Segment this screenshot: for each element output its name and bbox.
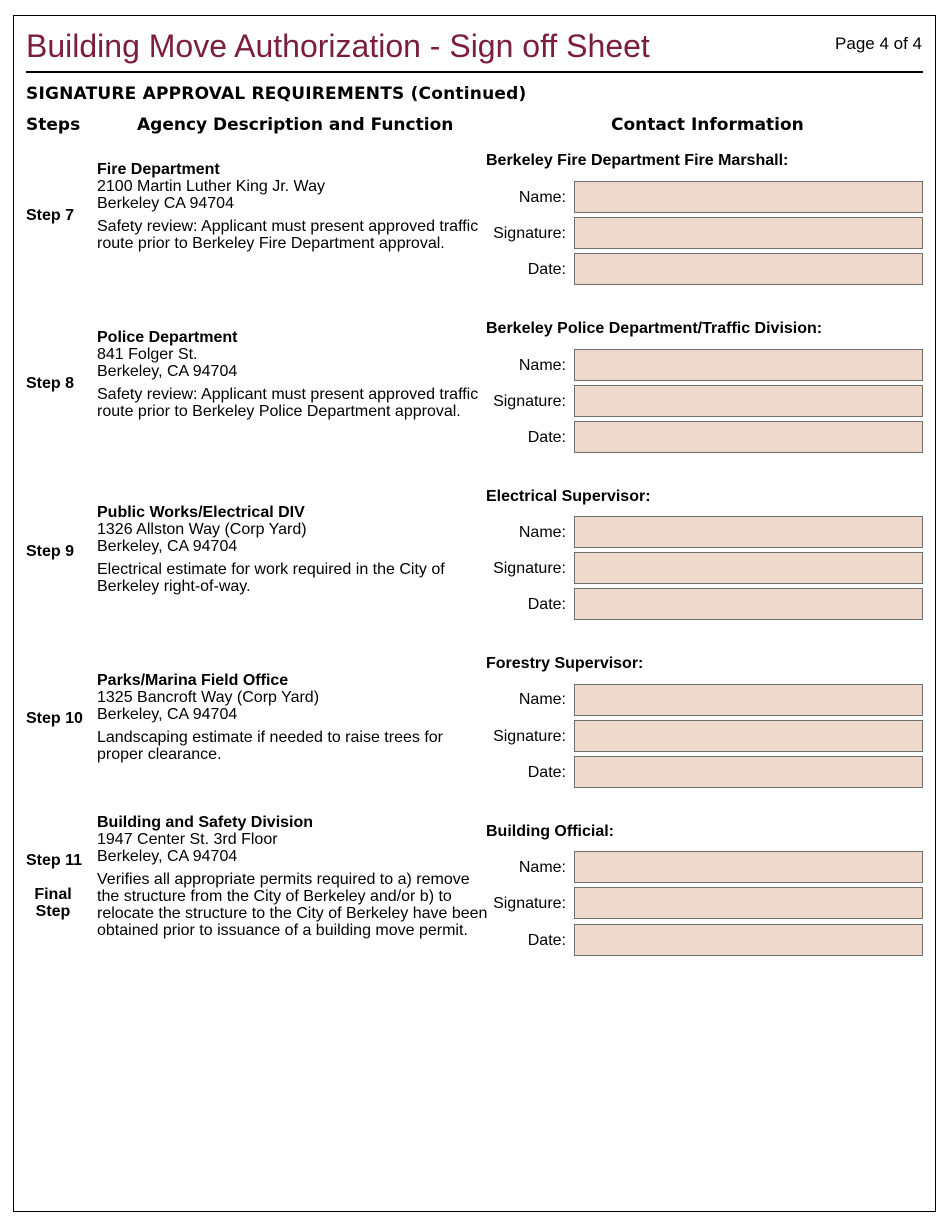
agency-address-line1: 1947 Center St. 3rd Floor	[97, 831, 278, 848]
agency-description: Safety review: Applicant must present approved traffic route prior to Berkeley Police Department approval.	[97, 386, 479, 420]
name-field[interactable]	[574, 181, 923, 213]
agency-address-line2: Berkeley, CA 94704	[97, 363, 238, 380]
title-divider	[26, 71, 923, 73]
agency-description: Verifies all appropriate permits required to a) remove the structure from the City of Berkeley and/or b) to relocate the structure to the City of Berkeley have been obtained prior to issuance of a building move permit.	[97, 871, 488, 939]
agency-block	[97, 161, 492, 252]
signature-field[interactable]	[574, 887, 923, 919]
name-label: Name:	[518, 357, 566, 374]
date-field[interactable]	[574, 588, 923, 620]
agency-address-line2: Berkeley, CA 94704	[97, 538, 238, 555]
step-label: Step 9	[26, 543, 75, 560]
column-header-steps: Steps	[26, 115, 81, 135]
name-label: Name:	[518, 524, 566, 541]
signature-label: Signature:	[493, 225, 566, 242]
date-label: Date:	[527, 429, 566, 446]
agency-block	[97, 329, 492, 420]
date-field[interactable]	[574, 421, 923, 453]
name-field[interactable]	[574, 684, 923, 716]
name-field[interactable]	[574, 349, 923, 381]
signature-field[interactable]	[574, 217, 923, 249]
signature-label: Signature:	[493, 728, 566, 745]
date-label: Date:	[527, 261, 566, 278]
date-field[interactable]	[574, 756, 923, 788]
signature-field[interactable]	[574, 720, 923, 752]
agency-block	[97, 814, 492, 939]
agency-address-line2: Berkeley, CA 94704	[97, 706, 238, 723]
agency-description: Electrical estimate for work required in the City of Berkeley right-of-way.	[97, 561, 445, 595]
agency-block	[97, 672, 492, 763]
agency-name: Fire Department	[97, 161, 220, 178]
signature-field[interactable]	[574, 385, 923, 417]
agency-name: Police Department	[97, 329, 238, 346]
agency-name: Parks/Marina Field Office	[97, 672, 289, 689]
date-field[interactable]	[574, 253, 923, 285]
signature-field[interactable]	[574, 552, 923, 584]
agency-description: Safety review: Applicant must present approved traffic route prior to Berkeley Fire Department approval.	[97, 218, 479, 252]
agency-name: Public Works/Electrical DIV	[97, 504, 305, 521]
name-field[interactable]	[574, 516, 923, 548]
step-label: Step 7	[26, 207, 75, 224]
contact-title: Building Official:	[486, 823, 614, 840]
name-field[interactable]	[574, 851, 923, 883]
signature-label: Signature:	[493, 895, 566, 912]
date-label: Date:	[527, 764, 566, 781]
column-header-contact: Contact Information	[611, 115, 804, 135]
agency-name: Building and Safety Division	[97, 814, 314, 831]
agency-address-line1: 841 Folger St.	[97, 346, 198, 363]
name-label: Name:	[518, 691, 566, 708]
agency-address-line2: Berkeley, CA 94704	[97, 848, 238, 865]
contact-title: Berkeley Fire Department Fire Marshall:	[486, 152, 789, 169]
column-header-agency: Agency Description and Function	[137, 115, 454, 135]
signature-label: Signature:	[493, 393, 566, 410]
agency-address-line1: 2100 Martin Luther King Jr. Way	[97, 178, 325, 195]
page-indicator: Page 4 of 4	[835, 34, 922, 53]
step-label: Step 10	[26, 710, 83, 727]
date-label: Date:	[527, 596, 566, 613]
page-title: Building Move Authorization - Sign off Sheet	[26, 28, 650, 64]
final-step-label: Final Step	[34, 886, 72, 920]
agency-address-line1: 1325 Bancroft Way (Corp Yard)	[97, 689, 320, 706]
date-field[interactable]	[574, 924, 923, 956]
contact-title: Forestry Supervisor:	[486, 655, 644, 672]
step-label: Step 11	[26, 852, 83, 869]
agency-description: Landscaping estimate if needed to raise trees for proper clearance.	[97, 729, 443, 763]
section-heading: SIGNATURE APPROVAL REQUIREMENTS (Continued)	[26, 84, 527, 104]
agency-address-line1: 1326 Allston Way (Corp Yard)	[97, 521, 307, 538]
agency-address-line2: Berkeley CA 94704	[97, 195, 234, 212]
name-label: Name:	[518, 189, 566, 206]
agency-block	[97, 504, 492, 595]
name-label: Name:	[518, 859, 566, 876]
contact-title: Berkeley Police Department/Traffic Division:	[486, 320, 823, 337]
signature-label: Signature:	[493, 560, 566, 577]
contact-title: Electrical Supervisor:	[486, 488, 651, 505]
date-label: Date:	[527, 932, 566, 949]
step-label: Step 8	[26, 375, 75, 392]
